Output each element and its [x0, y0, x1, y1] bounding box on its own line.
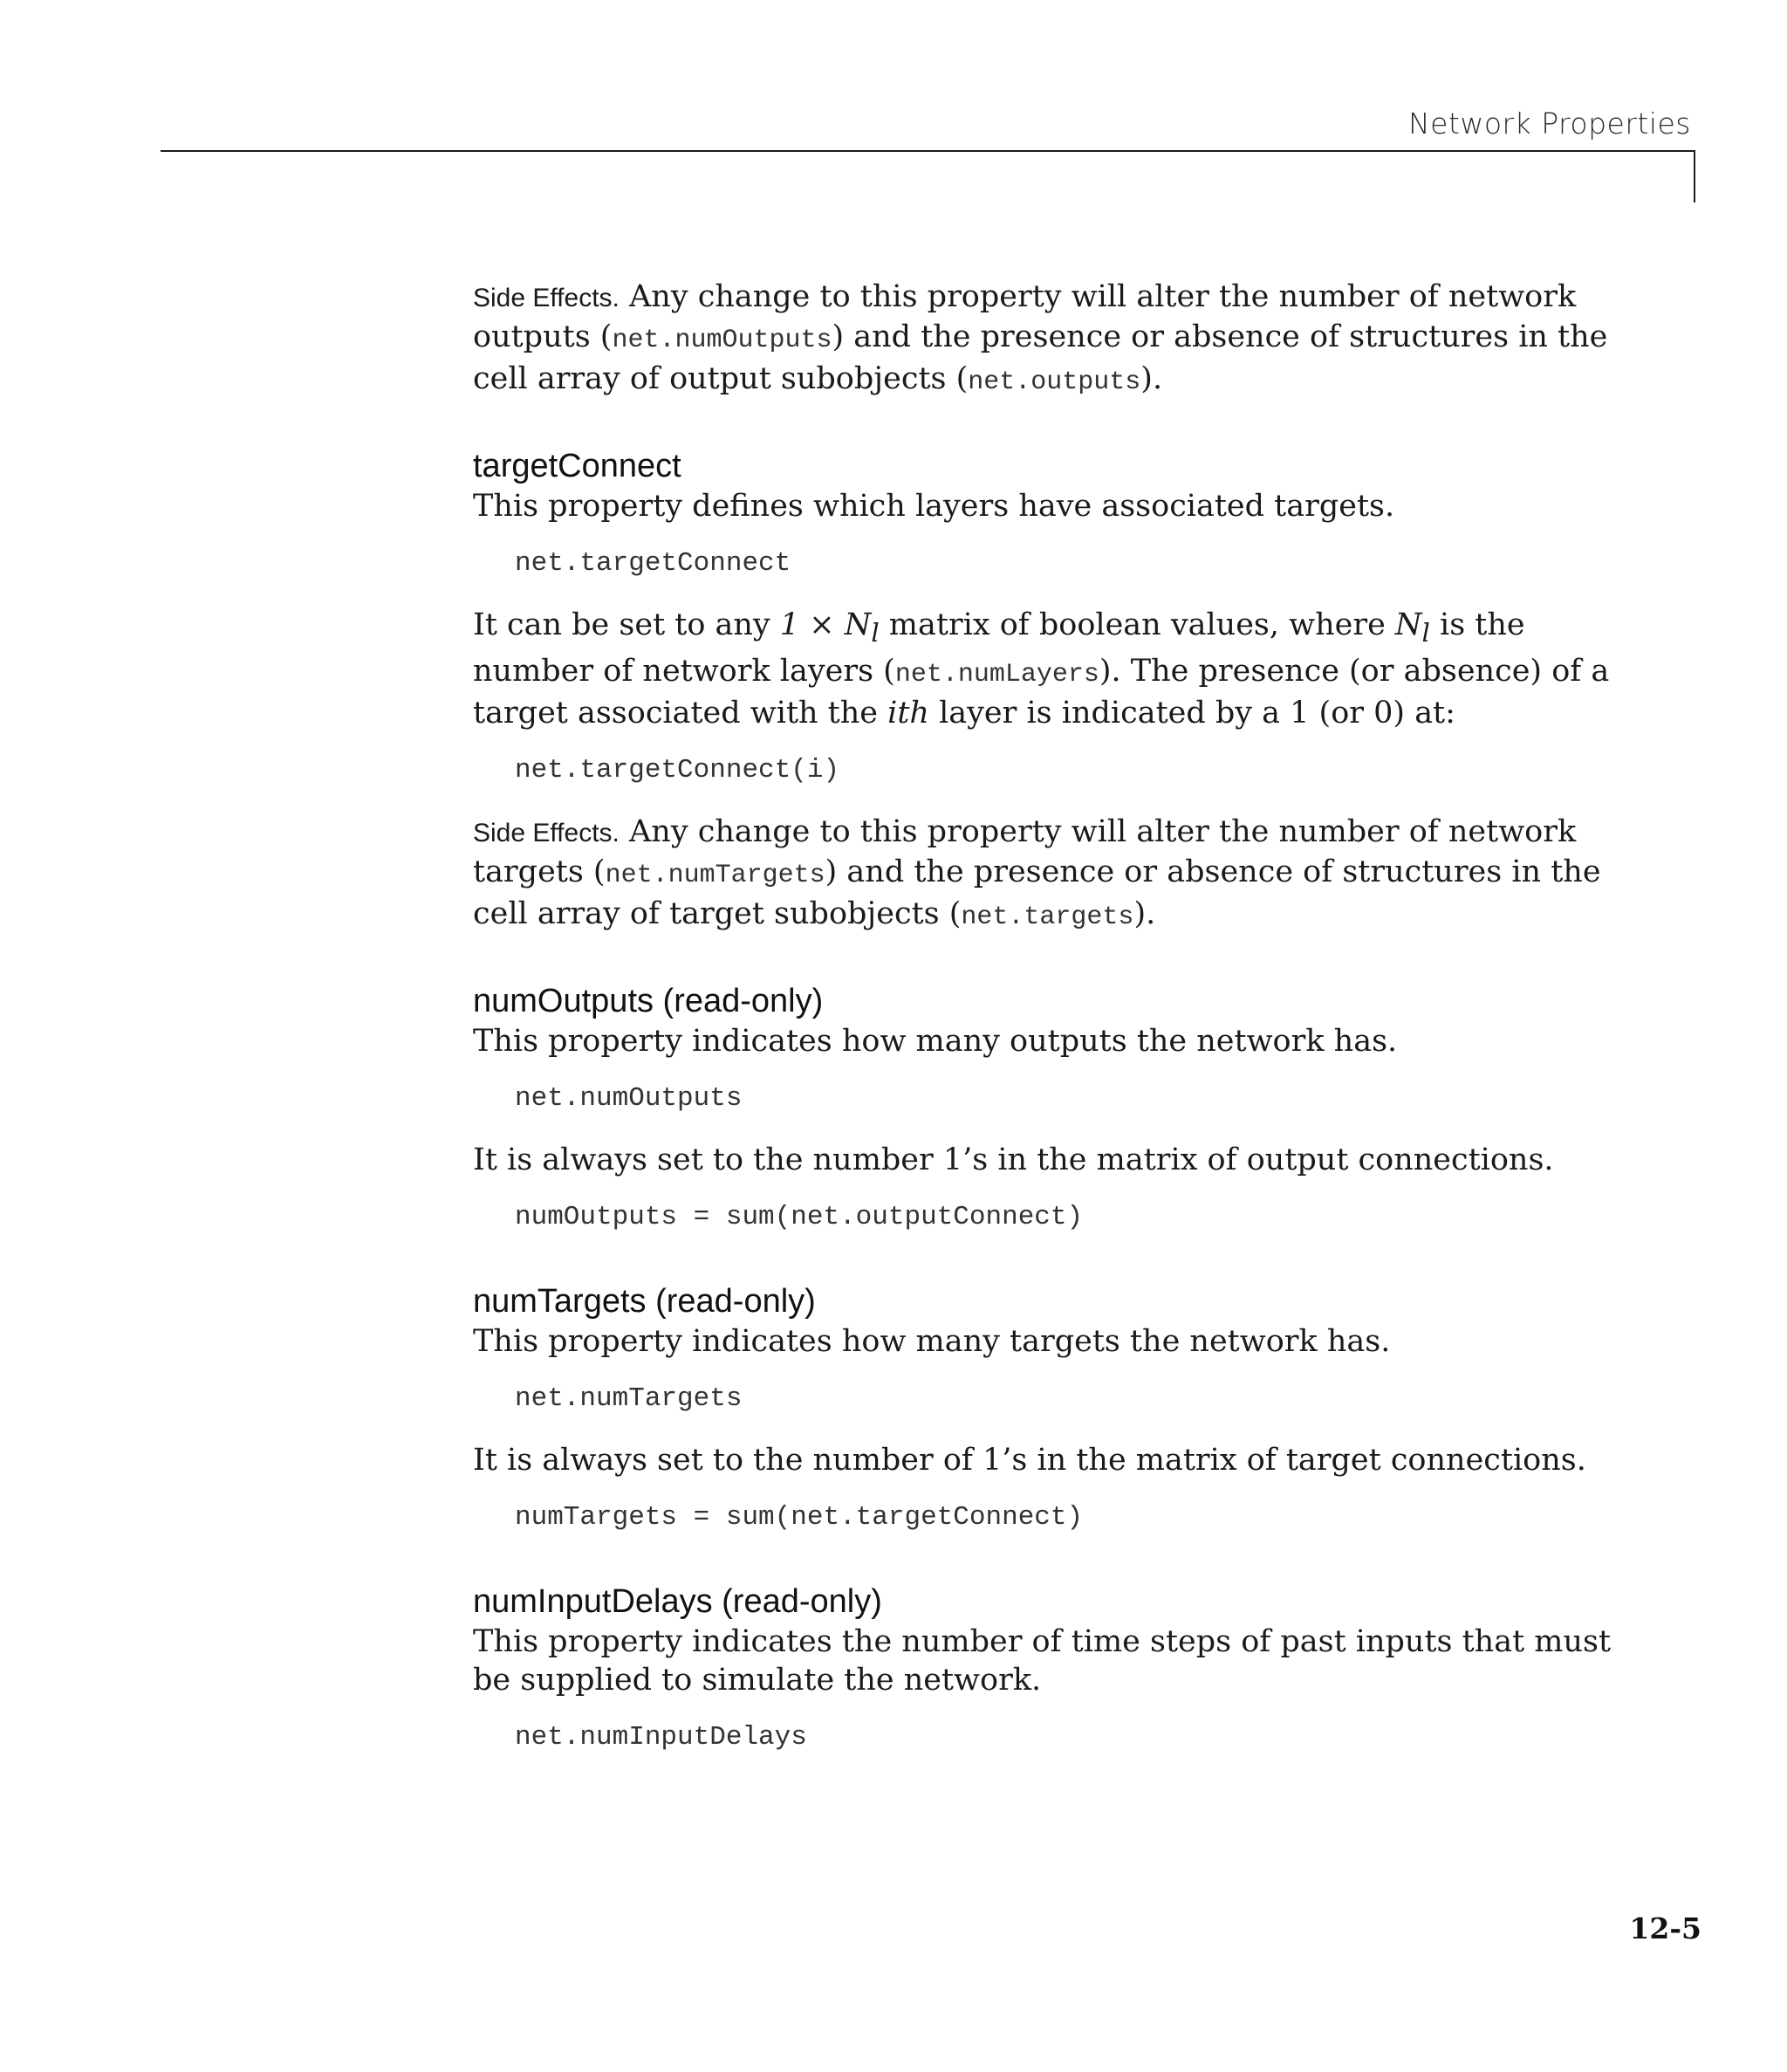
numtargets-intro: This property indicates how many targets the network has. — [473, 1324, 1391, 1359]
heading-targetconnect: targetConnect — [473, 448, 681, 484]
math-text: 1 × N — [779, 607, 872, 642]
numinputdelays-intro: This property indicates the number of time steps of past inputs that must be supplied to simulate the network. — [473, 1624, 1612, 1698]
header-rule-tick — [1694, 150, 1695, 202]
code-block-numoutputs-sum: numOutputs = sum(net.outputConnect) — [515, 1202, 1084, 1232]
targetconnect-intro: This property defines which layers have associated targets. — [473, 489, 1395, 524]
math-expression — [779, 607, 880, 648]
heading-numtargets: numTargets (read-only) — [473, 1283, 816, 1320]
header-rule — [161, 150, 1695, 152]
text-run: matrix of boolean values, where — [879, 607, 1395, 642]
inline-code: net.outputs — [968, 367, 1141, 397]
side-effects-label: Side Effects. — [473, 819, 620, 847]
side-effects-label: Side Effects. — [473, 284, 620, 312]
heading-numinputdelays: numInputDelays (read-only) — [473, 1583, 882, 1620]
heading-numoutputs: numOutputs (read-only) — [473, 983, 824, 1019]
math-subscript: l — [871, 618, 880, 648]
text-run: It can be set to any — [473, 607, 780, 642]
text-run: ). — [1133, 896, 1156, 931]
numtargets-description: It is always set to the number of 1’s in the matrix of target connections. — [473, 1443, 1586, 1478]
page-content — [473, 278, 1633, 1757]
text-run: ) and the presence or absence of structures in the cell array of target subobjects ( — [473, 854, 1601, 931]
code-block-numoutputs: net.numOutputs — [515, 1083, 743, 1114]
inline-code: net.targets — [961, 902, 1134, 932]
italic-term: ith — [887, 696, 929, 731]
code-block-numinputdelays: net.numInputDelays — [515, 1722, 807, 1753]
code-block-numtargets-sum: numTargets = sum(net.targetConnect) — [515, 1502, 1084, 1533]
text-run: layer is indicated by a 1 (or 0) at: — [928, 696, 1455, 731]
text-run: ). The presence (or absence) of a target associated with the — [473, 654, 1610, 731]
text-run: ). — [1140, 361, 1163, 396]
running-header-title: Network Properties — [1407, 106, 1691, 141]
math-subscript: l — [1421, 618, 1430, 648]
side-effects-targets-paragraph — [473, 813, 1633, 937]
inline-code: net.numTargets — [605, 861, 825, 890]
code-block-targetconnect-i: net.targetConnect(i) — [515, 755, 840, 786]
math-expression — [1394, 607, 1430, 648]
targetconnect-description — [473, 606, 1633, 732]
inline-code: net.numLayers — [894, 660, 1099, 690]
math-text: N — [1394, 607, 1422, 642]
numoutputs-intro: This property indicates how many outputs the network has. — [473, 1024, 1398, 1059]
text-run: Any change to this property will alter the number of network outputs ( — [473, 279, 1577, 354]
inline-code: net.numOutputs — [612, 326, 832, 355]
text-run: is the number of network layers ( — [473, 607, 1525, 689]
code-block-numtargets: net.numTargets — [515, 1383, 743, 1414]
text-run: ) and the presence or absence of structures in the cell array of output subobjects ( — [473, 319, 1608, 396]
page-number: 12-5 — [1629, 1911, 1701, 1945]
code-block-targetconnect: net.targetConnect — [515, 548, 791, 579]
side-effects-outputs-paragraph — [473, 278, 1633, 401]
numoutputs-description: It is always set to the number 1’s in the matrix of output connections. — [473, 1142, 1554, 1177]
text-run: Any change to this property will alter the number of network targets ( — [473, 814, 1577, 889]
